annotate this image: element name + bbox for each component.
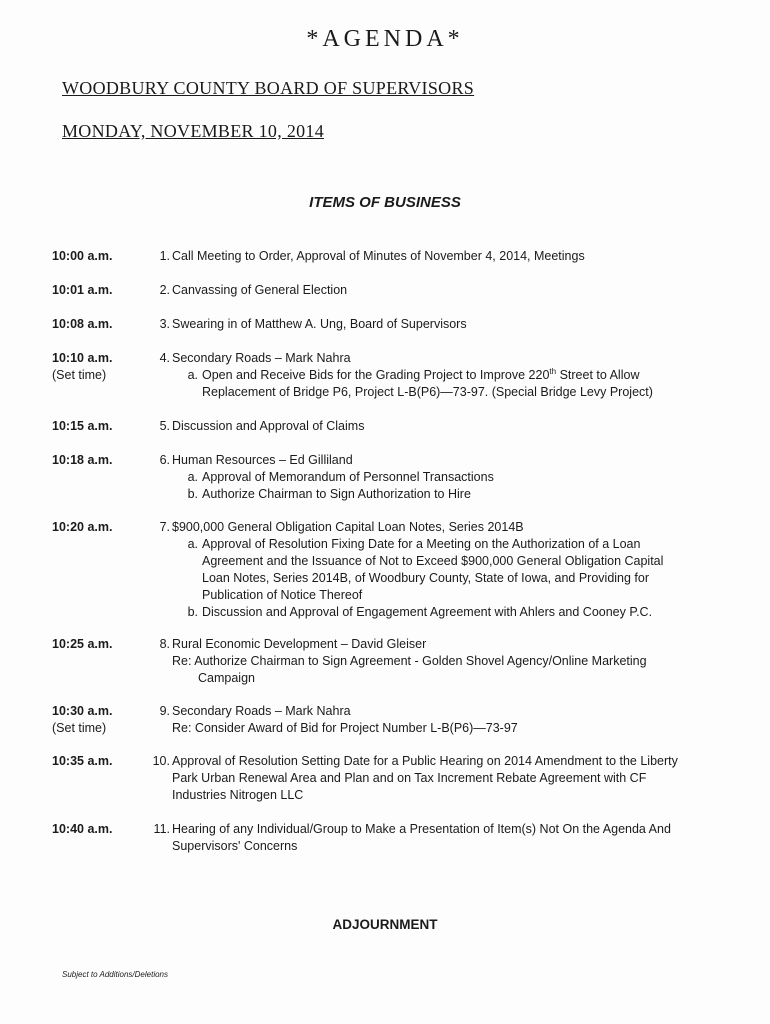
item-text: Secondary Roads – Mark Nahra bbox=[172, 704, 351, 718]
item-time: 10:18 a.m. bbox=[52, 453, 113, 467]
item-number: 4. bbox=[159, 351, 170, 365]
item-number: 3. bbox=[159, 317, 170, 331]
item-time-note: (Set time) bbox=[52, 368, 107, 382]
sub-item-letter: a. bbox=[187, 368, 198, 382]
sub-item bbox=[172, 604, 752, 621]
item-time-note: (Set time) bbox=[52, 721, 107, 735]
item-time: 10:08 a.m. bbox=[52, 317, 113, 331]
item-time: 10:35 a.m. bbox=[52, 754, 113, 768]
item-text: Call Meeting to Order, Approval of Minutes of November 4, 2014, Meetings bbox=[172, 249, 585, 263]
item-re-line-continued: Campaign bbox=[198, 671, 255, 685]
sub-item bbox=[172, 486, 752, 503]
sub-item-text-part: Street to Allow bbox=[556, 368, 640, 382]
item-text: Secondary Roads – Mark Nahra bbox=[172, 351, 351, 365]
item-text: Human Resources – Ed Gilliland bbox=[172, 453, 353, 467]
organization-title: WOODBURY COUNTY BOARD OF SUPERVISORS bbox=[62, 78, 475, 98]
agenda-heading: *AGENDA* bbox=[306, 26, 464, 52]
sub-item-text: Authorize Chairman to Sign Authorization to Hire bbox=[202, 487, 471, 501]
sub-item-letter: b. bbox=[187, 605, 198, 619]
meeting-date: MONDAY, NOVEMBER 10, 2014 bbox=[62, 121, 325, 141]
section-heading: ITEMS OF BUSINESS bbox=[309, 194, 461, 211]
item-number: 6. bbox=[159, 453, 170, 467]
item-text: $900,000 General Obligation Capital Loan Notes, Series 2014B bbox=[172, 520, 524, 534]
item-text: Discussion and Approval of Claims bbox=[172, 419, 365, 433]
item-time: 10:00 a.m. bbox=[52, 249, 113, 263]
item-number: 10. bbox=[152, 754, 170, 768]
sub-item-text: Publication of Notice Thereof bbox=[202, 588, 363, 602]
item-number: 5. bbox=[159, 419, 170, 433]
item-number: 9. bbox=[159, 704, 170, 718]
item-text: Hearing of any Individual/Group to Make a Presentation of Item(s) Not On the Agenda And bbox=[172, 822, 671, 836]
item-time: 10:25 a.m. bbox=[52, 637, 113, 651]
sub-item bbox=[172, 367, 752, 401]
item-time: 10:01 a.m. bbox=[52, 283, 113, 297]
sub-item-text bbox=[202, 367, 752, 384]
item-time: 10:20 a.m. bbox=[52, 520, 113, 534]
item-number: 7. bbox=[159, 520, 170, 534]
sub-item-text: Approval of Memorandum of Personnel Transactions bbox=[202, 470, 494, 484]
item-number: 1. bbox=[159, 249, 170, 263]
sub-item bbox=[172, 469, 752, 486]
sub-item-letter: b. bbox=[187, 487, 198, 501]
item-number: 11. bbox=[153, 822, 170, 836]
item-text: Supervisors' Concerns bbox=[172, 839, 298, 853]
item-text: Rural Economic Development – David Gleiser bbox=[172, 637, 427, 651]
item-number: 8. bbox=[159, 637, 170, 651]
item-time: 10:10 a.m. bbox=[52, 351, 113, 365]
item-text: Industries Nitrogen LLC bbox=[172, 788, 304, 802]
sub-item-text-part: Open and Receive Bids for the Grading Project to Improve 220 bbox=[202, 368, 550, 382]
item-number: 2. bbox=[159, 283, 170, 297]
sub-item-text: Discussion and Approval of Engagement Agreement with Ahlers and Cooney P.C. bbox=[202, 605, 653, 619]
item-time: 10:30 a.m. bbox=[52, 704, 113, 718]
sub-item bbox=[172, 536, 752, 604]
sub-item-letter: a. bbox=[187, 537, 198, 551]
adjournment-heading: ADJOURNMENT bbox=[332, 917, 438, 932]
item-time: 10:15 a.m. bbox=[52, 419, 113, 433]
sub-item-text: Loan Notes, Series 2014B, of Woodbury County, State of Iowa, and Providing for bbox=[202, 571, 650, 585]
item-text: Approval of Resolution Setting Date for a Public Hearing on 2014 Amendment to the Liberty bbox=[172, 754, 678, 768]
sub-item-text: Approval of Resolution Fixing Date for a Meeting on the Authorization of a Loan bbox=[202, 537, 641, 551]
footnote: Subject to Additions/Deletions bbox=[62, 970, 168, 979]
sub-item-text: Agreement and the Issuance of Not to Exceed $900,000 General Obligation Capital bbox=[202, 554, 664, 568]
item-re-line: Re: Authorize Chairman to Sign Agreement - Golden Shovel Agency/Online Marketing bbox=[172, 654, 647, 668]
item-text: Swearing in of Matthew A. Ung, Board of Supervisors bbox=[172, 317, 467, 331]
item-re-line: Re: Consider Award of Bid for Project Number L-B(P6)—73-97 bbox=[172, 721, 518, 735]
superscript: th bbox=[549, 366, 557, 376]
item-text: Canvassing of General Election bbox=[172, 283, 348, 297]
sub-item-text: Replacement of Bridge P6, Project L-B(P6)—73-97. (Special Bridge Levy Project) bbox=[202, 385, 653, 399]
sub-item-letter: a. bbox=[187, 470, 198, 484]
item-text: Park Urban Renewal Area and Plan and on Tax Increment Rebate Agreement with CF bbox=[172, 771, 647, 785]
item-time: 10:40 a.m. bbox=[52, 822, 113, 836]
